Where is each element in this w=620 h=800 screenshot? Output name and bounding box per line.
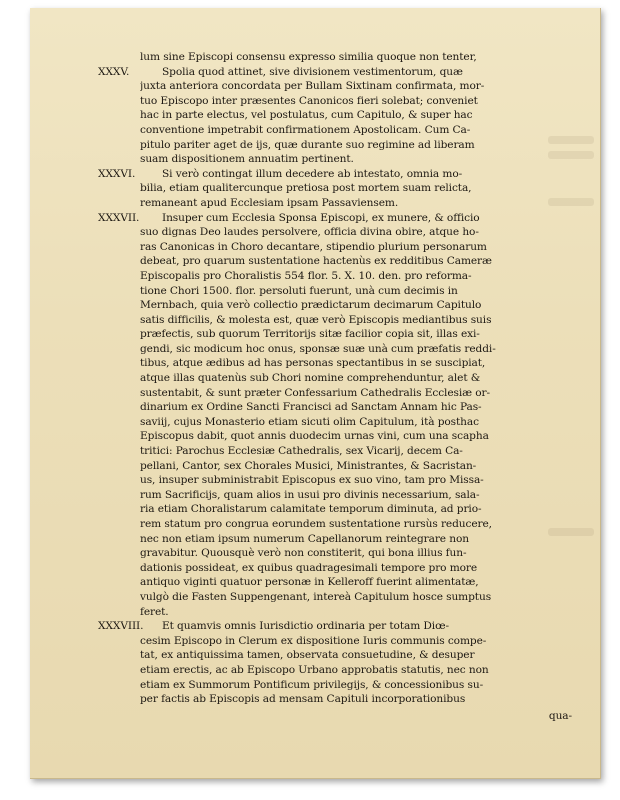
paragraph-number: XXXVIII. bbox=[98, 620, 144, 633]
paragraph-number: XXXV. bbox=[98, 65, 130, 78]
text-line: etiam ex Summorum Pontificum privilegijs, & concessionibus su- bbox=[140, 678, 484, 691]
text-line: satis difficilis, & molesta est, quæ verò Episcopis mediantibus suis bbox=[140, 313, 492, 326]
paragraph-number: XXXVII. bbox=[98, 211, 140, 224]
text-line: saviij, cujus Monasterio etiam sicuti olim Capitulum, ità posthac bbox=[140, 415, 479, 428]
text-line: dationis possideat, ex quibus quadragesimali tempore pro more bbox=[140, 561, 478, 574]
text-line: conventione impetrabit confirmationem Apostolicam. Cum Ca- bbox=[140, 123, 471, 136]
text-line: gravabitur. Quousquè verò non constiterit, qui bona illius fun- bbox=[140, 547, 467, 560]
text-line: antiquo viginti quatuor personæ in Kelleroff fuerint alimentatæ, bbox=[140, 576, 479, 589]
text-line: sustentabit, & sunt præter Confessarium Cathedralis Ecclesiæ or- bbox=[140, 386, 490, 399]
paragraph-number: XXXVI. bbox=[98, 167, 136, 180]
paragraph bbox=[98, 619, 572, 707]
text-line: tuo Episcopo inter præsentes Canonicos fieri solebat; conveniet bbox=[140, 94, 478, 107]
text-line: Si verò contingat illum decedere ab intestato, omnia mo- bbox=[162, 167, 463, 180]
text-line: ria etiam Choralistarum calamitate temporum diminuta, ad prio- bbox=[140, 503, 482, 516]
text-line: remaneant apud Ecclesiam ipsam Passaviensem. bbox=[140, 196, 399, 209]
text-line: tat, ex antiquissima tamen, observata consuetudine, & desuper bbox=[140, 649, 475, 662]
text-line: Episcopalis pro Choralistis 554 flor. 5. X. 10. den. pro reforma- bbox=[140, 269, 472, 282]
paragraph bbox=[98, 167, 572, 211]
text-line: gendi, sic modicum hoc onus, sponsæ suæ unà cum præfatis reddi- bbox=[140, 342, 496, 355]
text-line: dinarium ex Ordine Sancti Francisci ad Sanctam Annam hic Pas- bbox=[140, 401, 482, 414]
paragraph bbox=[98, 65, 572, 167]
text-line: feret. bbox=[140, 605, 169, 618]
text-line: Insuper cum Ecclesia Sponsa Episcopi, ex munere, & officio bbox=[162, 211, 480, 224]
text-line: tibus, atque ædibus ad has personas spectantibus in se suscipiat, bbox=[140, 357, 486, 370]
text-line: ras Canonicas in Choro decantare, stipendio plurium personarum bbox=[140, 240, 487, 253]
text-line: rem statum pro congrua eorundem sustentatione rursùs reducere, bbox=[140, 518, 492, 530]
paragraph-list bbox=[98, 65, 572, 707]
text-line: pellani, Cantor, sex Chorales Musici, Ministrantes, & Sacristan- bbox=[140, 459, 477, 472]
text-line: suo dignas Deo laudes persolvere, officia divina obire, atque ho- bbox=[140, 226, 479, 239]
text-line: Et quamvis omnis Iurisdictio ordinaria per totam Diœ- bbox=[162, 620, 449, 633]
paragraph bbox=[98, 211, 572, 620]
text-line: pitulo pariter aget de ijs, quæ durante suo regimine ad liberam bbox=[140, 138, 475, 151]
text-line: Spolia quod attinet, sive divisionem vestimentorum, quæ bbox=[162, 65, 463, 78]
text-line: tritici: Parochus Ecclesiæ Cathedralis, sex Vicarij, decem Ca- bbox=[140, 445, 463, 458]
text-line: us, insuper subministrabit Episcopus ex suo vino, tam pro Missa- bbox=[140, 474, 484, 487]
text-line: hac in parte electus, vel postulatus, cum Capitulo, & super hac bbox=[140, 109, 473, 122]
text-line: nec non etiam ipsum numerum Capellanorum reintegrare non bbox=[140, 532, 469, 545]
text-line: etiam erectis, ac ab Episcopo Urbano approbatis statutis, nec non bbox=[140, 663, 489, 676]
document-page bbox=[30, 8, 601, 779]
text-line: rum Sacrificijs, quam alios in usui pro divinis necessarium, sala- bbox=[140, 488, 480, 501]
catchword: qua- bbox=[548, 709, 572, 722]
text-line: Episcopus dabit, quot annis duodecim urnas vini, cum una scapha bbox=[140, 430, 489, 443]
text-line: debeat, pro quarum sustentatione hactenùs ex redditibus Cameræ bbox=[140, 255, 492, 268]
document-text bbox=[98, 50, 572, 723]
text-line: Mernbach, quia verò collectio prædictarum decimarum Capitulo bbox=[140, 299, 482, 312]
text-line: vulgò die Fasten Suppengenant, intereà Capitulum hosce sumptus bbox=[140, 590, 492, 603]
text-line: juxta anteriora concordata per Bullam Sixtinam confirmata, mor- bbox=[140, 80, 485, 93]
text-line: præfectis, sub quorum Territorijs sitæ facilior copia sit, illas exi- bbox=[140, 328, 480, 341]
text-line: atque illas quatenùs sub Chori nomine comprehenduntur, alet & bbox=[140, 372, 481, 385]
opening-line: lum sine Episcopi consensu expresso similia quoque non tenter, bbox=[140, 51, 477, 63]
text-line: bilia, etiam qualitercunque pretiosa post mortem suam relicta, bbox=[140, 182, 472, 195]
text-line: cesim Episcopo in Clerum ex dispositione Iuris communis compe- bbox=[140, 634, 487, 647]
text-line: suam dispositionem annuatim pertinent. bbox=[140, 153, 354, 166]
text-line: tione Chori 1500. flor. persoluti fuerunt, unà cum decimis in bbox=[140, 284, 458, 297]
text-line: per factis ab Episcopis ad mensam Capituli incorporationibus bbox=[140, 693, 466, 706]
